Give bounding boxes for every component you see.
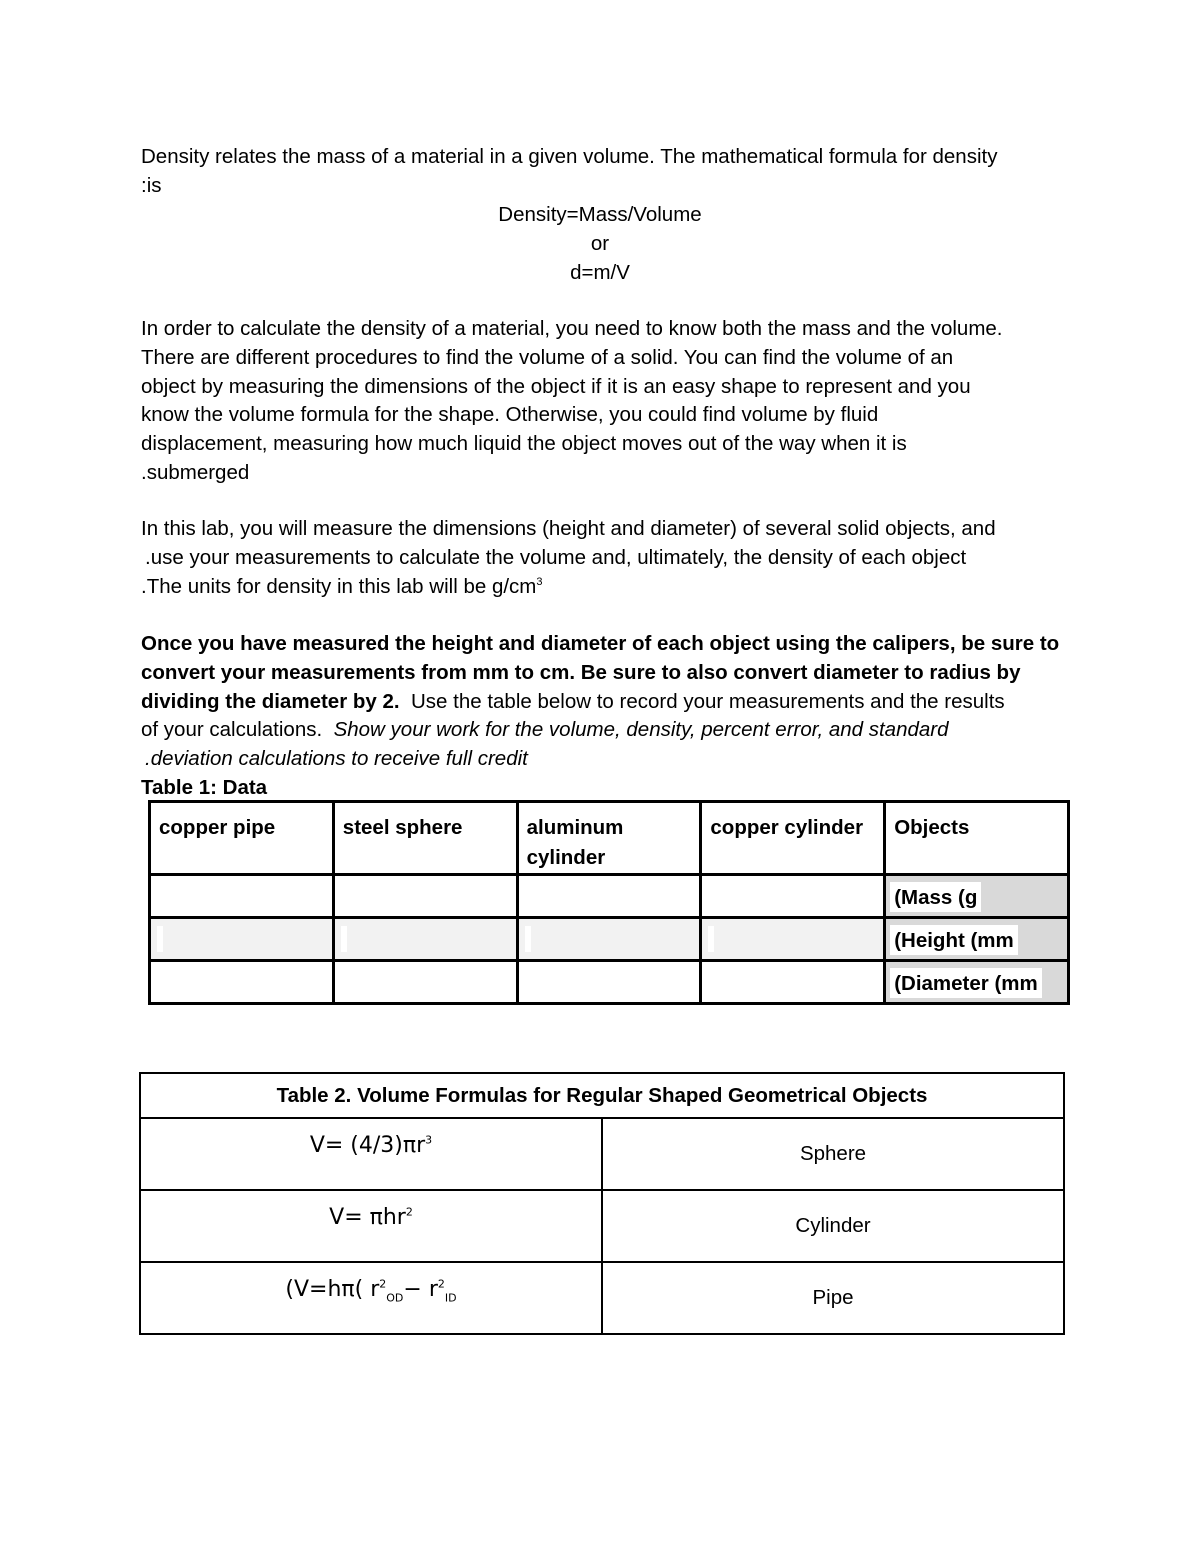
instructions-normal: of your calculations. — [141, 718, 334, 741]
density-formula-short: d=m/V — [570, 261, 630, 284]
units-exponent: 3 — [536, 576, 543, 589]
data-cell[interactable] — [701, 875, 885, 918]
para2-line: In order to calculate the density of a material, you need to know both the mass and the volume. — [141, 317, 1003, 340]
para3-line: .use your measurements to calculate the volume and, ultimately, the density of each object — [145, 546, 967, 569]
para3-line — [141, 572, 543, 601]
table-row — [140, 1118, 1064, 1190]
instructions-line — [141, 687, 1005, 716]
table-row — [150, 918, 1069, 961]
header-cell: copper pipe — [150, 802, 334, 875]
para2-line: There are different procedures to find the volume of a solid. You can find the volume of an — [141, 346, 954, 369]
or-text: or — [590, 232, 610, 255]
table1-caption: Table 1: Data — [141, 776, 268, 799]
shape-cell: Sphere — [602, 1118, 1064, 1190]
instructions-line — [141, 715, 949, 744]
para2-line: object by measuring the dimensions of the object if it is an easy shape to represent and you — [141, 375, 971, 398]
instructions-italic: .deviation calculations to receive full credit — [145, 747, 528, 770]
volume-formulas-table — [139, 1072, 1065, 1335]
shape-cell: Pipe — [602, 1262, 1064, 1334]
table-row — [150, 961, 1069, 1004]
table-row — [140, 1262, 1064, 1334]
data-cell[interactable] — [333, 875, 517, 918]
table-title-row — [140, 1073, 1064, 1118]
data-cell[interactable] — [150, 961, 334, 1004]
data-cell[interactable] — [517, 918, 701, 961]
row-label: (Height (mm — [885, 918, 1069, 961]
shape-cell: Cylinder — [602, 1190, 1064, 1262]
formula-cell: (V=hπ( $r^2_{OD}- r^2_{ID}$ — [140, 1262, 602, 1334]
table-row — [150, 875, 1069, 918]
data-cell[interactable] — [701, 918, 885, 961]
data-cell[interactable] — [333, 918, 517, 961]
row-label: (Mass (g — [885, 875, 1069, 918]
data-table — [148, 800, 1070, 1005]
data-cell[interactable] — [517, 875, 701, 918]
data-cell[interactable] — [150, 918, 334, 961]
table-header-row — [150, 802, 1069, 875]
instructions-line: Once you have measured the height and diameter of each object using the calipers, be sure to — [141, 632, 1060, 655]
data-cell[interactable] — [701, 961, 885, 1004]
table-row — [140, 1190, 1064, 1262]
instructions-normal: Use the table below to record your measurements and the results — [399, 690, 1005, 713]
para2-line: displacement, measuring how much liquid the object moves out of the way when it is — [141, 432, 907, 455]
units-text: .The units for density in this lab will be g/cm — [141, 575, 537, 598]
intro-line-1: Density relates the mass of a material in a given volume. The mathematical formula for density — [141, 145, 998, 168]
instructions-italic: Show your work for the volume, density, percent error, and standard — [333, 718, 949, 741]
para2-line: know the volume formula for the shape. Otherwise, you could find volume by fluid — [141, 403, 879, 426]
instructions-line: convert your measurements from mm to cm. Be sure to also convert diameter to radius by — [141, 661, 1021, 684]
header-cell: aluminum cylinder — [517, 802, 701, 875]
row-label: (Diameter (mm — [885, 961, 1069, 1004]
density-formula: Density=Mass/Volume — [498, 203, 702, 226]
formula-cell: $V= (4/3)\pi r^3$ — [140, 1118, 602, 1190]
instructions-bold: dividing the diameter by 2. — [141, 690, 400, 713]
header-cell: Objects — [885, 802, 1069, 875]
header-cell: steel sphere — [333, 802, 517, 875]
data-cell[interactable] — [333, 961, 517, 1004]
table2-title: Table 2. Volume Formulas for Regular Shaped Geometrical Objects — [140, 1073, 1064, 1118]
header-cell: copper cylinder — [701, 802, 885, 875]
data-cell[interactable] — [150, 875, 334, 918]
formula-cell: V= πhr$^2$ — [140, 1190, 602, 1262]
para2-line: .submerged — [141, 461, 250, 484]
para3-line: In this lab, you will measure the dimensions (height and diameter) of several solid objects, and — [141, 517, 996, 540]
intro-line-2: :is — [141, 174, 162, 197]
data-cell[interactable] — [517, 961, 701, 1004]
